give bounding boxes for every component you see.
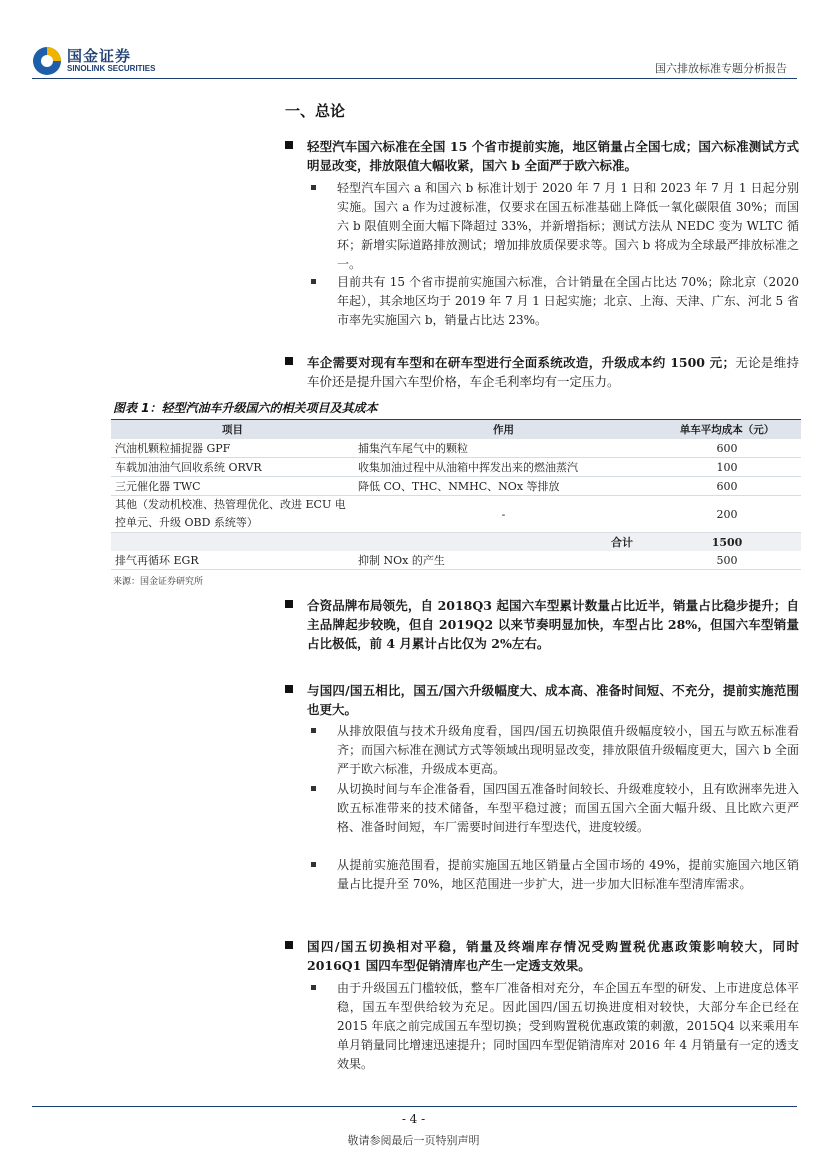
sub-bullet-icon (311, 279, 316, 284)
table-row (111, 439, 801, 458)
key-point-1 (287, 137, 799, 175)
cost-table (111, 420, 801, 570)
cell-cost: 600 (653, 439, 801, 458)
cell-item: 汽油机颗粒捕捉器 GPF (111, 439, 354, 458)
key-point-5 (287, 937, 799, 975)
table-row (111, 551, 801, 570)
key-point-text: 轻型汽车国六标准在全国 15 个省市提前实施，地区销量占全国七成；国六标准测试方式明显改变，排放限值大幅收紧，国六 b 全面严于欧六标准。 (307, 139, 799, 173)
cell-function: 降低 CO、THC、NMHC、NOx 等排放 (354, 477, 653, 496)
cell-item: 车载加油油气回收系统 ORVR (111, 458, 354, 477)
sub-bullet-icon (311, 185, 316, 190)
key-point-text: 合资品牌布局领先，自 2018Q3 起国六车型累计数量占比近半，销量占比稳步提升；自主品牌起步较晚，但自 2019Q2 以来节奏明显加快，车型占比 28%，但国六车型销量占比极低，前 4 月累计占比仅为 2%左右。 (307, 598, 799, 651)
sub-point (312, 856, 799, 894)
column-header: 项目 (111, 420, 354, 439)
cell-function: 抑制 NOx 的产生 (354, 551, 653, 570)
table-header-row (111, 420, 801, 439)
cell-function: 收集加油过程中从油箱中挥发出来的燃油蒸汽 (354, 458, 653, 477)
cell-item: 排气再循环 EGR (111, 551, 354, 570)
logo-name-cn: 国金证券 (67, 47, 132, 65)
sub-point-text: 从切换时间与车企准备看，国四国五准备时间较长、升级难度较小，且有欧洲率先进入欧五标准带来的技术储备，车型平稳过渡；而国五国六全面大幅升级、且比欧六更严格、准备时间短，车厂需要时间进行车型迭代，进度较缓。 (337, 782, 799, 834)
key-point-4 (287, 681, 799, 719)
sub-bullet-icon (311, 786, 316, 791)
bullet-icon (285, 685, 293, 693)
sub-point-text: 轻型汽车国六 a 和国六 b 标准计划于 2020 年 7 月 1 日和 2023 年 7 月 1 日起分别实施。国六 a 作为过渡标准，仅要求在国五标准基础上降低一氧化碳限值 30%；而国六 b 限值则全面大幅下降超过 33%，并新增指标；测试方法从 NEDC 变为 WLTC 循环；新增实际道路排放测试；增加排放质保要求等。国六 b 将成为全球最严排放标准之一。 (337, 181, 799, 271)
company-logo (32, 46, 155, 76)
sub-bullet-icon (311, 862, 316, 867)
footer-divider (32, 1106, 797, 1107)
bullet-icon (285, 941, 293, 949)
sub-point (312, 780, 799, 837)
cell-cost: 100 (653, 458, 801, 477)
table-row (111, 477, 801, 496)
sinolink-logo-icon (32, 46, 62, 76)
key-point-text: 国四/国五切换相对平稳，销量及终端库存情况受购置税优惠政策影响较大，同时 2016Q1 国四车型促销清库也产生一定透支效果。 (307, 939, 799, 973)
key-point-2 (287, 353, 799, 391)
cell-empty (111, 533, 354, 552)
cell-function: - (354, 496, 653, 533)
sub-point-text: 目前共有 15 个省市提前实施国六标准，合计销量在全国占比达 70%；除北京（2020 年起），其余地区均于 2019 年 7 月 1 日起实施；北京、上海、天津、广东、河北 5 省市率先实施国六 b，销量占比达 23%。 (337, 275, 799, 327)
sub-point (312, 722, 799, 779)
table-row (111, 496, 801, 533)
report-title: 国六排放标准专题分析报告 (655, 62, 787, 75)
key-point-text (307, 353, 799, 391)
bullet-icon (285, 600, 293, 608)
bullet-icon (285, 357, 293, 365)
figure-title: 图表 1：轻型汽油车升级国六的相关项目及其成本 (111, 399, 801, 420)
page-number: - 4 - (401, 1112, 426, 1126)
page-header (0, 0, 827, 80)
header-divider (32, 78, 797, 79)
sub-point-text: 由于升级国五门槛较低，整车厂准备相对充分，车企国五车型的研发、上市进度总体平稳，国五车型供给较为充足。因此国四/国五切换进度相对较快，大部分车企已经在 2015 年底之前完成国五车型切换；受到购置税优惠政策的刺激，2015Q4 以来乘用车单月销量同比增速迅速提升；同时国四车型促销清库对 2016 年 4 月销量有一定的透支效果。 (337, 981, 799, 1071)
sub-point-text: 从提前实施范围看，提前实施国五地区销量占全国市场的 49%，提前实施国六地区销量占比提升至 70%，地区范围进一步扩大，进一步加大旧标准车型清库需求。 (337, 858, 799, 891)
bullet-icon (285, 141, 293, 149)
key-point-bold: 车企需要对现有车型和在研车型进行全面系统改造，升级成本约 1500 元； (307, 355, 735, 370)
key-point-normal: 无论是维持车价还是提升国六车型价格，车企毛利率均有一定压力。 (307, 355, 799, 389)
cell-item: 三元催化器 TWC (111, 477, 354, 496)
total-label: 合计 (354, 533, 653, 552)
sub-bullet-icon (311, 985, 316, 990)
logo-name-en: SINOLINK SECURITIES (67, 64, 156, 73)
section-title: 一、总论 (285, 102, 346, 120)
sub-point (312, 273, 799, 330)
cell-item: 其他（发动机校准、热管理优化、改进 ECU 电控单元、升级 OBD 系统等） (111, 496, 354, 533)
key-point-text: 与国四/国五相比，国五/国六升级幅度大、成本高、准备时间短、不充分，提前实施范围也更大。 (307, 683, 799, 717)
footer-disclaimer: 敬请参阅最后一页特别声明 (347, 1134, 480, 1147)
cell-cost: 600 (653, 477, 801, 496)
sub-point (312, 979, 799, 1074)
cell-cost: 500 (653, 551, 801, 570)
key-point-3 (287, 596, 799, 653)
column-header: 作用 (354, 420, 653, 439)
figure-1 (111, 399, 801, 587)
total-value: 1500 (653, 533, 801, 552)
cell-function: 捕集汽车尾气中的颗粒 (354, 439, 653, 458)
sub-point (312, 179, 799, 274)
figure-source: 来源：国金证券研究所 (113, 577, 204, 587)
cell-cost: 200 (653, 496, 801, 533)
sub-bullet-icon (311, 728, 316, 733)
column-header: 单车平均成本（元） (653, 420, 801, 439)
table-row (111, 458, 801, 477)
table-total-row (111, 533, 801, 552)
sub-point-text: 从排放限值与技术升级角度看，国四/国五切换限值升级幅度较小，国五与欧五标准看齐；而国六标准在测试方式等领域出现明显改变，排放限值升级幅度更大，国六 b 全面严于欧六标准，升级成本更高。 (337, 724, 799, 776)
